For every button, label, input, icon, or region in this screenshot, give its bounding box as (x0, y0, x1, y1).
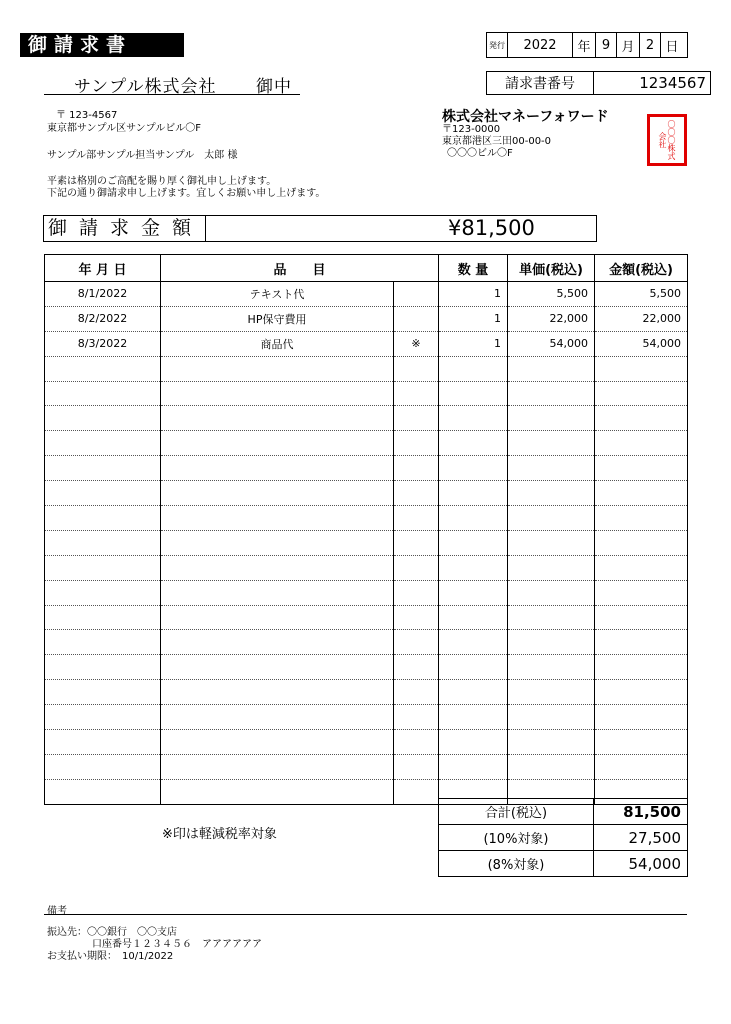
row-amount: 54,000 (595, 331, 688, 356)
empty-cell (595, 630, 688, 655)
table-row-empty (45, 381, 688, 406)
empty-cell (161, 555, 394, 580)
row-date: 8/1/2022 (45, 282, 161, 307)
row-date: 8/3/2022 (45, 331, 161, 356)
empty-cell (595, 506, 688, 531)
ten-percent-row (439, 825, 688, 851)
empty-cell (45, 580, 161, 605)
row-unit-price: 22,000 (508, 306, 595, 331)
empty-cell (394, 530, 439, 555)
row-item: HP保守費用 (161, 306, 394, 331)
empty-cell (45, 530, 161, 555)
ten-percent-label: (10%対象) (439, 825, 594, 851)
empty-cell (439, 406, 508, 431)
issuer-postal: 〒123-0000 (442, 124, 501, 135)
empty-cell (394, 655, 439, 680)
billing-amount-value: ¥81,500 (448, 216, 535, 240)
row-amount: 5,500 (595, 282, 688, 307)
ten-percent-value: 27,500 (594, 825, 688, 851)
empty-cell (45, 779, 161, 804)
empty-cell (161, 730, 394, 755)
table-row-empty (45, 555, 688, 580)
total-label: 合計(税込) (439, 799, 594, 825)
empty-cell (394, 481, 439, 506)
row-date: 8/2/2022 (45, 306, 161, 331)
empty-cell (508, 680, 595, 705)
empty-cell (508, 730, 595, 755)
remarks-label: 備考 (47, 906, 67, 917)
header-date: 年 月 日 (45, 255, 161, 282)
empty-cell (394, 456, 439, 481)
empty-cell (394, 630, 439, 655)
empty-cell (595, 381, 688, 406)
issuer-building: 〇〇〇ビル〇F (447, 148, 513, 159)
empty-cell (45, 381, 161, 406)
empty-cell (508, 406, 595, 431)
total-row (439, 799, 688, 825)
empty-cell (439, 580, 508, 605)
empty-cell (161, 506, 394, 531)
row-amount: 22,000 (595, 306, 688, 331)
table-row-empty (45, 481, 688, 506)
account-number: 口座番号１２３４５６ アアアアアア (92, 939, 262, 950)
empty-cell (439, 356, 508, 381)
empty-cell (161, 580, 394, 605)
empty-cell (161, 680, 394, 705)
empty-cell (439, 605, 508, 630)
row-unit-price: 54,000 (508, 331, 595, 356)
empty-cell (595, 605, 688, 630)
table-row-empty (45, 431, 688, 456)
empty-cell (508, 655, 595, 680)
empty-cell (394, 779, 439, 804)
empty-cell (161, 356, 394, 381)
payment-info (47, 927, 262, 963)
empty-cell (439, 680, 508, 705)
table-row-empty (45, 655, 688, 680)
seal-line1: 〇〇〇 (667, 120, 676, 144)
empty-cell (45, 655, 161, 680)
issue-date (486, 32, 688, 58)
greeting-line1: 平素は格別のご高配を賜り厚く御礼申し上げます。 (47, 176, 277, 187)
eight-percent-value: 54,000 (594, 851, 688, 877)
empty-cell (45, 605, 161, 630)
empty-cell (595, 456, 688, 481)
issuer-address: 東京都港区三田00-00-0 (442, 136, 552, 147)
table-row-empty (45, 705, 688, 730)
table-row-empty (45, 680, 688, 705)
empty-cell (394, 381, 439, 406)
row-item: テキスト代 (161, 282, 394, 307)
empty-cell (45, 456, 161, 481)
issue-label: 発行 (487, 33, 508, 57)
empty-cell (508, 754, 595, 779)
empty-cell (161, 705, 394, 730)
empty-cell (508, 630, 595, 655)
empty-cell (508, 381, 595, 406)
eight-percent-label: (8%対象) (439, 851, 594, 877)
row-qty: 1 (439, 331, 508, 356)
empty-cell (508, 530, 595, 555)
issue-year: 2022 (508, 33, 573, 57)
empty-cell (161, 406, 394, 431)
billing-amount-label: 御請求金額 (44, 216, 206, 241)
month-unit: 月 (617, 33, 640, 57)
eight-percent-row (439, 851, 688, 877)
empty-cell (508, 506, 595, 531)
empty-cell (394, 555, 439, 580)
empty-cell (595, 481, 688, 506)
addressee-company: サンプル株式会社 (74, 77, 217, 97)
empty-cell (161, 779, 394, 804)
empty-cell (161, 381, 394, 406)
empty-cell (439, 630, 508, 655)
header-unit-price: 単価(税込) (508, 255, 595, 282)
table-row (45, 306, 688, 331)
empty-cell (508, 456, 595, 481)
line-items-table (44, 254, 688, 805)
reduced-tax-note: ※印は軽減税率対象 (162, 827, 277, 842)
empty-cell (45, 506, 161, 531)
day-unit: 日 (665, 39, 679, 55)
bank-name: 振込先：〇〇銀行 〇〇支店 (47, 927, 177, 938)
invoice-number (486, 71, 711, 95)
table-row-empty (45, 580, 688, 605)
empty-cell (161, 630, 394, 655)
year-unit: 年 (573, 33, 596, 57)
total-value: 81,500 (594, 799, 688, 825)
empty-cell (595, 705, 688, 730)
row-mark (394, 306, 439, 331)
recipient-address: 東京都サンプル区サンプルビル〇F (47, 123, 201, 134)
empty-cell (394, 605, 439, 630)
empty-cell (439, 381, 508, 406)
empty-cell (45, 406, 161, 431)
empty-cell (595, 680, 688, 705)
empty-cell (508, 481, 595, 506)
invoice-number-label: 請求書番号 (487, 72, 594, 94)
company-seal (647, 114, 687, 166)
invoice-number-value: 1234567 (639, 74, 706, 92)
header-qty: 数 量 (439, 255, 508, 282)
empty-cell (161, 754, 394, 779)
empty-cell (161, 655, 394, 680)
table-row-empty (45, 456, 688, 481)
seal-line2: 株式会社 (658, 132, 676, 160)
row-mark (394, 282, 439, 307)
table-row (45, 282, 688, 307)
empty-cell (595, 431, 688, 456)
payment-due: お支払い期限： 10/1/2022 (47, 951, 174, 962)
empty-cell (595, 356, 688, 381)
empty-cell (45, 705, 161, 730)
empty-cell (439, 481, 508, 506)
empty-cell (161, 605, 394, 630)
totals-table (438, 798, 688, 877)
row-mark: ※ (394, 331, 439, 356)
row-item: 商品代 (161, 331, 394, 356)
empty-cell (439, 506, 508, 531)
empty-cell (161, 456, 394, 481)
empty-cell (439, 705, 508, 730)
empty-cell (508, 356, 595, 381)
empty-cell (394, 705, 439, 730)
empty-cell (45, 555, 161, 580)
empty-cell (439, 431, 508, 456)
empty-cell (508, 705, 595, 730)
empty-cell (439, 655, 508, 680)
empty-cell (45, 630, 161, 655)
issue-month: 9 (596, 33, 617, 57)
empty-cell (595, 406, 688, 431)
table-row-empty (45, 754, 688, 779)
empty-cell (439, 555, 508, 580)
issue-day: 2 (640, 33, 661, 57)
empty-cell (394, 406, 439, 431)
empty-cell (394, 754, 439, 779)
empty-cell (161, 431, 394, 456)
addressee (44, 72, 300, 95)
issuer-name: 株式会社マネーフォワード (442, 109, 609, 125)
remarks-divider (44, 914, 687, 915)
empty-cell (595, 655, 688, 680)
empty-cell (508, 580, 595, 605)
empty-cell (45, 481, 161, 506)
empty-cell (439, 456, 508, 481)
empty-cell (45, 431, 161, 456)
recipient-postal: 〒 123-4567 (56, 110, 118, 121)
table-row-empty (45, 356, 688, 381)
table-row-empty (45, 530, 688, 555)
row-qty: 1 (439, 282, 508, 307)
empty-cell (439, 754, 508, 779)
document-title: 御請求書 (20, 33, 184, 57)
row-unit-price: 5,500 (508, 282, 595, 307)
empty-cell (595, 555, 688, 580)
empty-cell (394, 356, 439, 381)
billing-amount (43, 215, 597, 242)
empty-cell (595, 580, 688, 605)
empty-cell (45, 730, 161, 755)
table-row-empty (45, 630, 688, 655)
table-row-empty (45, 406, 688, 431)
empty-cell (45, 754, 161, 779)
empty-cell (394, 680, 439, 705)
empty-cell (439, 730, 508, 755)
empty-cell (161, 481, 394, 506)
empty-cell (595, 754, 688, 779)
row-qty: 1 (439, 306, 508, 331)
empty-cell (508, 431, 595, 456)
recipient-contact: サンプル部サンプル担当サンプル 太郎 様 (47, 150, 238, 161)
addressee-suffix: 御中 (256, 77, 292, 97)
header-item: 品 目 (161, 255, 439, 282)
empty-cell (394, 431, 439, 456)
empty-cell (508, 555, 595, 580)
empty-cell (595, 730, 688, 755)
header-amount: 金額(税込) (595, 255, 688, 282)
greeting-line2: 下記の通り御請求申し上げます。宜しくお願い申し上げます。 (47, 188, 326, 199)
empty-cell (45, 680, 161, 705)
table-row-empty (45, 605, 688, 630)
table-row-empty (45, 730, 688, 755)
empty-cell (45, 356, 161, 381)
empty-cell (394, 506, 439, 531)
table-row (45, 331, 688, 356)
empty-cell (439, 530, 508, 555)
table-row-empty (45, 506, 688, 531)
table-header-row (45, 255, 688, 282)
empty-cell (595, 530, 688, 555)
empty-cell (394, 580, 439, 605)
empty-cell (394, 730, 439, 755)
empty-cell (508, 605, 595, 630)
empty-cell (161, 530, 394, 555)
